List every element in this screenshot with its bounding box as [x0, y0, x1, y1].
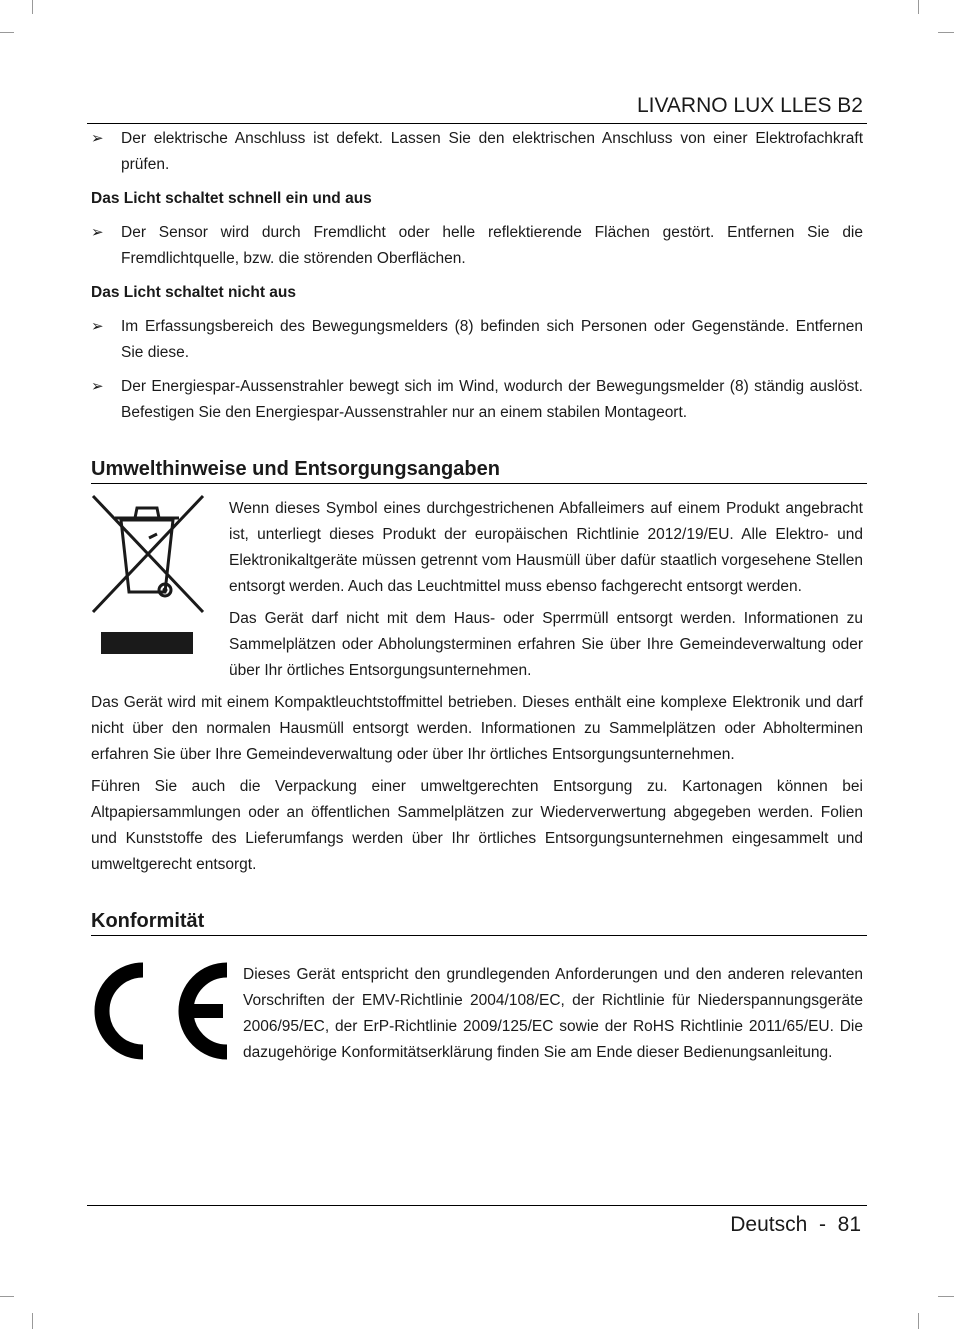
crop-mark: [0, 1296, 14, 1297]
paragraph: Das Gerät wird mit einem Kompaktleuchtstoffmittel betrieben. Dieses enthält eine komplexe Elektronik und darf nicht über den normalen Hausmüll entsorgt werden. Informationen zu Sammelplätzen oder Abholterminen erfahren Sie über Ihre Gemeindeverwaltung oder über Ihr örtliches Entsorgungsunternehmen.: [91, 694, 863, 763]
bullet-text: Der Sensor wird durch Fremdlicht oder helle reflektierende Flächen gestört. Entfernen Sie die Fremdlichtquelle, bzw. die störenden Oberflächen.: [121, 224, 863, 267]
section-title-environment: Umwelthinweise und Entsorgungsangaben: [91, 456, 867, 484]
crop-mark: [938, 32, 954, 33]
crossed-out-bin-icon: [91, 494, 215, 664]
arrow-bullet-icon: ➢: [91, 224, 104, 241]
bullet-item: [91, 374, 863, 426]
bullet-item: [91, 126, 863, 178]
arrow-bullet-icon: ➢: [91, 130, 104, 147]
footer-language: Deutsch: [730, 1213, 808, 1236]
ce-mark-icon: [91, 956, 231, 1066]
crop-mark: [918, 1313, 919, 1329]
footer-separator: -: [818, 1213, 826, 1236]
arrow-bullet-icon: ➢: [91, 318, 104, 335]
subheading: Das Licht schaltet schnell ein und aus: [91, 190, 372, 207]
paragraph: Wenn dieses Symbol eines durchgestrichenen Abfalleimers auf einem Produkt angebracht ist, unterliegt dieses Produkt der europäischen Richtlinie 2012/19/EU. Alle Elektro- und Elektronikaltgeräte müssen getrennt vom Hausmüll über dafür staatlich vorgesehene Stellen entsorgt werden. Auch das Leuchtmittel muss ebenso fachgerecht entsorgt werden.: [229, 500, 863, 595]
bullet-item: [91, 314, 863, 366]
section-title-conformity: Konformität: [91, 908, 867, 936]
page-number: [730, 1210, 861, 1240]
footer-page-number: 81: [837, 1213, 861, 1236]
subheading: Das Licht schaltet nicht aus: [91, 284, 296, 301]
crop-mark: [32, 1313, 33, 1329]
paragraph: Das Gerät darf nicht mit dem Haus- oder Sperrmüll entsorgt werden. Informationen zu Sammelplätzen oder Abholungsterminen erfahren Sie über Ihre Gemeindeverwaltung oder über Ihr örtliches Entsorgungsunternehmen.: [229, 610, 863, 679]
crop-mark: [918, 0, 919, 14]
bullet-text: Der Energiespar-Aussenstrahler bewegt sich im Wind, wodurch der Bewegungsmelder (8) ständig auslöst. Befestigen Sie den Energiespar-Aussenstrahler nur an einem stabilen Montageort.: [121, 378, 863, 421]
arrow-bullet-icon: ➢: [91, 378, 104, 395]
document-title: LIVARNO LUX LLES B2: [636, 94, 863, 117]
page-header: [87, 90, 867, 124]
paragraph: Führen Sie auch die Verpackung einer umweltgerechten Entsorgung zu. Kartonagen können bei Altpapiersammlungen oder an öffentlichen Sammelplätzen zur Wiederverwertung abgegeben werden. Folien und Kunststoffe des Lieferumfangs werden über Ihr örtliches Entsorgungsunternehmen eingesammelt und umweltgerecht entsorgt.: [91, 778, 863, 873]
page-content: [91, 126, 863, 1076]
bullet-item: [91, 220, 863, 272]
bullet-text: Im Erfassungsbereich des Bewegungsmelders (8) befinden sich Personen oder Gegenstände. Entfernen Sie diese.: [121, 318, 863, 361]
crop-mark: [0, 32, 14, 33]
page-footer: [87, 1205, 867, 1236]
crop-mark: [32, 0, 33, 14]
paragraph: Dieses Gerät entspricht den grundlegenden Anforderungen und den anderen relevanten Vorschriften der EMV-Richtlinie 2004/108/EC, der Richtlinie für Niederspannungsgeräte 2006/95/EC, der ErP-Richtlinie 2009/125/EC sowie der RoHS Richtlinie 2011/65/EU. Die dazugehörige Konformitätserklärung finden Sie am Ende dieser Bedienungsanleitung.: [243, 966, 863, 1061]
bullet-text: Der elektrische Anschluss ist defekt. Lassen Sie den elektrischen Anschluss von einer Elektrofachkraft prüfen.: [121, 130, 863, 173]
crop-mark: [938, 1296, 954, 1297]
